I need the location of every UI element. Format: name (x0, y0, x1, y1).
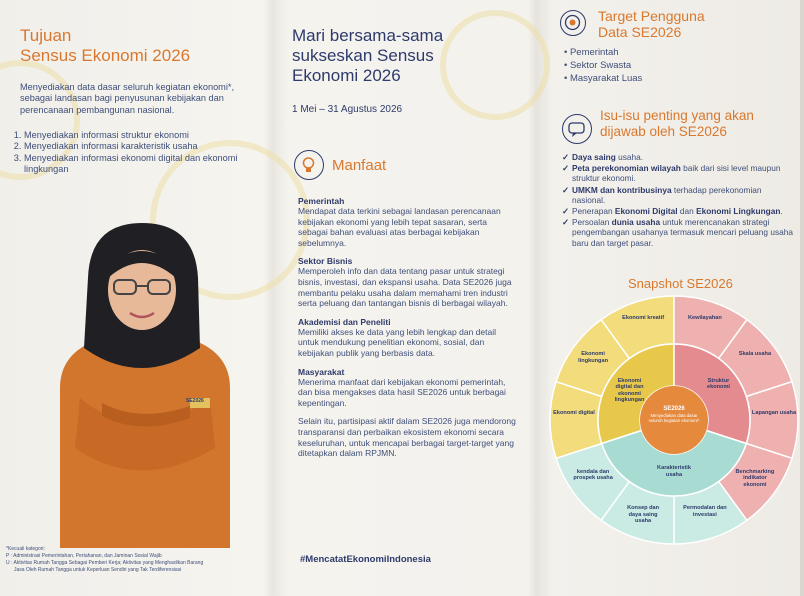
wheel-label: kendala dan prospek usaha (573, 468, 613, 482)
wheel-label-box (570, 469, 616, 491)
section-akademisi (298, 317, 518, 359)
isu-heading (600, 108, 754, 140)
section-text: Mendapat data terkini sebagai landasan perencanaan kebijakan ekonomi yang lebih tepat sasaran, serta sebagai bahan evaluasi atas berbagai kebijakan sebelumnya. (298, 206, 501, 248)
section-text: Memiliki akses ke data yang lebih lengkap dan detail untuk mendukung penelitian ekonomi, sosial, dan kebijakan publik yang berbasis data. (298, 326, 496, 358)
footnote-title: *Kecuali kategori: (6, 546, 45, 552)
target-icon (560, 10, 586, 36)
section-title: Akademisi dan Peneliti (298, 316, 391, 327)
chat-icon (562, 114, 592, 144)
wheel-label-box (654, 465, 694, 487)
section-masyarakat (298, 367, 518, 409)
list-item: • Masyarakat Luas (564, 72, 642, 85)
list-item: 3. Menyediakan informasi ekonomi digital dan ekonomi lingkungan (24, 153, 256, 176)
tujuan-intro: Menyediakan data dasar seluruh kegiatan ekonomi*, sebagai landasan bagi penyusunan kebijakan dan perencanaan pembangunan nasional. (20, 82, 234, 115)
wheel-label-box (682, 315, 728, 337)
wheel-label: Ekonomi kreatif (622, 314, 665, 321)
wheel-label-box (570, 351, 616, 373)
wheel-label-box (682, 505, 728, 527)
manfaat-sections (298, 188, 518, 459)
list-item: ✓ Penerapan Ekonomi Digital dan Ekonomi Lingkungan. (562, 206, 794, 216)
target-list (564, 46, 642, 85)
officer-photo (40, 218, 250, 548)
wheel-center-title: SE2026 (663, 406, 685, 412)
section-title: Masyarakat (298, 366, 345, 377)
list-item: ✓ Peta perekonomian wilayah baik dari sisi level maupun struktur ekonomi. (562, 163, 794, 183)
wheel-label-box (698, 378, 738, 400)
section-pemerintah (298, 196, 518, 248)
tujuan-list (6, 130, 256, 176)
target-title-line1: Target Pengguna (598, 8, 705, 24)
decorative-ring (440, 10, 550, 120)
wheel-label-box (751, 410, 797, 432)
tujuan-title-line1: Tujuan (20, 26, 72, 45)
lightbulb-icon (294, 150, 324, 180)
wheel-label-box (732, 469, 778, 491)
list-item: ✓ Persoalan dunia usaha untuk merencanakan strategi pengembangan usahanya termasuk mencari peluang usaha baru dan target pasar. (562, 217, 794, 248)
snapshot-title: Snapshot SE2026 (628, 276, 733, 291)
hashtag: #MencatatEkonomiIndonesia (300, 554, 431, 565)
wheel-label: Benchmarking indikator ekonomi (735, 468, 775, 488)
wheel-label-box (620, 315, 666, 337)
headline-line1: Mari bersama-sama (292, 26, 444, 45)
wheel-label: Konsep dan daya saing usaha (627, 505, 660, 525)
panel-target (536, 0, 800, 596)
section-sektor-bisnis (298, 256, 518, 308)
target-heading (598, 8, 705, 40)
tujuan-heading (20, 26, 190, 66)
footnote-u1: U : Aktivitas Rumah Tangga Sebagai Pemberi Kerja; Aktivitas yang Menghasilkan Barang (6, 560, 204, 566)
wheel-label: Karakteristik usaha (657, 465, 691, 478)
wheel-label: Skala usaha (738, 351, 772, 358)
wheel-label: Ekonomi lingkungan (578, 351, 609, 364)
section-text: Memperoleh info dan data tentang pasar untuk strategi bisnis, investasi, dan ekspansi usaha. Data SE2026 juga membantu pelaku usaha dalam memahami tren industri serta peluang dan tantangan bisnis di berbagai wilayah. (298, 266, 512, 309)
wheel-label-box (732, 351, 778, 373)
wheel-center-sub-box (648, 413, 700, 439)
isu-list (562, 152, 794, 249)
snapshot-wheel (544, 294, 804, 550)
tujuan-title-line2: Sensus Ekonomi 2026 (20, 46, 191, 65)
section-text: Menerima manfaat dari kebijakan ekonomi pemerintah, dan bisa mengakses data hasil SE2026 untuk berbagai kepentingan. (298, 376, 506, 408)
isu-title-line1: Isu-isu penting yang akan (600, 108, 754, 123)
wheel-label-box (620, 505, 666, 527)
list-item: • Sektor Swasta (564, 59, 642, 72)
footnote (6, 546, 268, 574)
wheel-label: Struktur ekonomi (706, 377, 730, 391)
headline-line3: Ekonomi 2026 (292, 66, 401, 85)
section-title: Pemerintah (298, 196, 345, 206)
wheel-label: Kewilayahan (687, 314, 722, 321)
section-title: Sektor Bisnis (298, 256, 353, 267)
isu-title-line2: dijawab oleh SE2026 (600, 124, 727, 139)
closing-text: Selain itu, partisipasi aktif dalam SE2026 juga mendorong transparansi dan perbaikan ekosistem ekonomi secara keseluruhan, untuk mencapai berbagai target-target yang ditetapkan dalam RPJMN. (298, 416, 516, 459)
list-item: ✓ Daya saing usaha. (562, 152, 794, 162)
wheel-label-box (551, 410, 597, 432)
badge-se2026: SE2026 (186, 398, 204, 404)
wheel-label-box (610, 377, 650, 404)
headline-line2: sukseskan Sensus (292, 46, 434, 65)
event-date: 1 Mei – 31 Agustus 2026 (292, 104, 403, 115)
list-item: • Pemerintah (564, 46, 642, 59)
list-item: 2. Menyediakan informasi karakteristik usaha (24, 141, 256, 152)
footnote-u2: Jasa Oleh Rumah Tangga untuk Keperluan Sendiri yang Tak Terdiferensiasi (14, 567, 182, 573)
headline (292, 26, 443, 86)
wheel-label: Lapangan usaha (751, 410, 797, 416)
wheel-label: Ekonomi digital (553, 410, 595, 416)
list-item: 1. Menyediakan informasi struktur ekonomi (24, 130, 256, 141)
footnote-p: P : Administrasi Pemerintahan, Pertahanan, dan Jaminan Sosial Wajib (6, 553, 162, 559)
wheel-center-sub: Menyediakan data dasar seluruh kegiatan ekonomi* (648, 413, 700, 424)
wheel-label: Permodalan dan investasi (683, 505, 727, 518)
manfaat-title: Manfaat (332, 157, 387, 174)
panel-tujuan (0, 0, 268, 596)
wheel-label: Ekonomi digital dan ekonomi lingkungan (614, 377, 645, 404)
panel-manfaat (270, 0, 532, 596)
target-title-line2: Data SE2026 (598, 24, 682, 40)
list-item: ✓ UMKM dan kontribusinya terhadap perekonomian nasional. (562, 185, 794, 205)
